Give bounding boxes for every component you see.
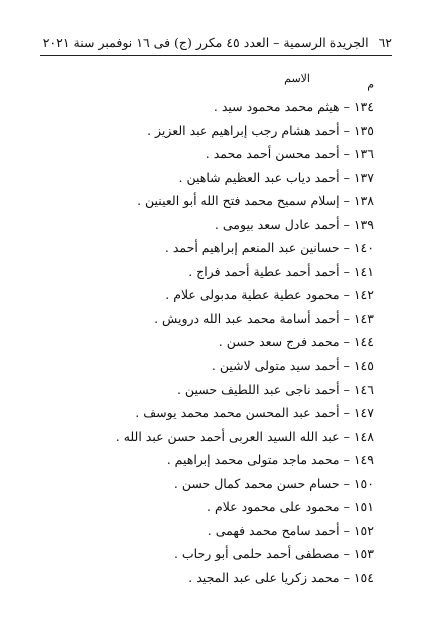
entry-name: محمود عطية عطية مدبولى علام .: [165, 287, 340, 303]
list-item: ١٤٩–محمد ماجد متولى محمد إبراهيم .: [40, 448, 374, 472]
entry-number: ١٣٧: [353, 169, 374, 185]
entry-name: محمد ماجد متولى محمد إبراهيم .: [166, 452, 340, 468]
list-item: ١٤٦–أحمد ناجى عبد اللطيف حسين .: [40, 378, 374, 402]
header-divider: [40, 55, 392, 56]
entry-name: حسانين عبد المنعم إبراهيم أحمد .: [164, 240, 340, 256]
list-item: ١٣٥–أحمد هشام رجب إبراهيم عبد العزيز .: [40, 119, 374, 143]
entry-number: ١٣٤: [353, 99, 374, 114]
list-item: ١٤٣–أحمد أسامة محمد عبد الله درويش .: [40, 307, 374, 331]
entry-name: محمد زكريا على عبد المجيد .: [188, 569, 340, 585]
entry-name: أحمد أحمد عطية أحمد فراج .: [188, 263, 340, 279]
entry-name: عبد الله السيد العربى أحمد حسن عبد الله .: [115, 428, 340, 444]
entry-name: حسام حسن محمد كمال حسن .: [173, 475, 340, 491]
list-item: ١٤٥–أحمد سيد متولى لاشين .: [40, 354, 374, 378]
entry-number: ١٥٢: [353, 522, 374, 538]
entry-number: ١٣٦: [353, 146, 374, 162]
entry-name: أحمد عبد المحسن محمد محمد يوسف .: [135, 405, 340, 421]
entry-name: أحمد محسن أحمد محمد .: [205, 146, 340, 162]
entry-name: أحمد سيد متولى لاشين .: [211, 358, 340, 374]
entry-name: إسلام سميح محمد فتح الله أبو العينين .: [137, 193, 340, 209]
list-item: ١٤٧–أحمد عبد المحسن محمد محمد يوسف .: [40, 401, 374, 425]
list-item: ١٤٠–حسانين عبد المنعم إبراهيم أحمد .: [40, 236, 374, 260]
list-item: ١٤٢–محمود عطية عطية مدبولى علام .: [40, 283, 374, 307]
list-item: ١٥٢–أحمد سامح محمد فهمى .: [40, 519, 374, 543]
entry-name: أحمد هشام رجب إبراهيم عبد العزيز .: [147, 122, 340, 138]
entry-number: ١٤٤: [353, 334, 374, 350]
entry-number: ١٤٠: [353, 240, 374, 256]
entry-name: أحمد سامح محمد فهمى .: [207, 522, 340, 538]
entry-number: ١٣٥: [353, 122, 374, 138]
entry-name: مصطفى أحمد حلمى أبو رحاب .: [173, 546, 340, 562]
gazette-title: الجريدة الرسمية – العدد ٤٥ مكرر (ج) فى ١٦ نوفمبر سنة ٢٠٢١: [42, 34, 369, 50]
list-item: ١٤١–أحمد أحمد عطية أحمد فراج .: [40, 260, 374, 284]
entry-number: ١٤٦: [353, 381, 374, 397]
list-item: ١٣٨–إسلام سميح محمد فتح الله أبو العينين .: [40, 189, 374, 213]
column-headings: [272, 72, 392, 91]
entry-name: محمد فرج سعد حسن .: [218, 334, 340, 350]
list-item: ١٣٩–أحمد عادل سعد بيومى .: [40, 213, 374, 237]
entry-number: ١٥٤: [353, 569, 374, 585]
page-number: ٦٢: [378, 34, 392, 50]
entry-name: أحمد أسامة محمد عبد الله درويش .: [154, 310, 340, 326]
entry-number: ١٤٧: [353, 405, 374, 421]
entry-name: محمود على محمود علام .: [207, 499, 340, 515]
list-item: ١٥٤–محمد زكريا على عبد المجيد .: [40, 566, 374, 590]
list-item: ١٥١–محمود على محمود علام .: [40, 495, 374, 519]
index-column-label: م: [367, 78, 374, 91]
list-item: ١٣٧–أحمد دياب عبد العظيم شاهين .: [40, 166, 374, 190]
entry-number: ١٥١: [353, 499, 374, 515]
entry-number: ١٣٨: [353, 193, 374, 209]
entry-number: ١٤٩: [353, 452, 374, 468]
entry-number: ١٣٩: [353, 216, 374, 232]
entry-number: ١٥٣: [353, 546, 374, 562]
page-header: [40, 32, 392, 52]
list-item: ١٣٦–أحمد محسن أحمد محمد .: [40, 142, 374, 166]
entry-name: أحمد عادل سعد بيومى .: [214, 216, 340, 232]
entry-name: هيثم محمد محمود سيد .: [213, 99, 340, 114]
entry-number: ١٥٠: [353, 475, 374, 491]
list-item: ١٥٠–حسام حسن محمد كمال حسن .: [40, 472, 374, 496]
list-item: ١٣٤–هيثم محمد محمود سيد .: [40, 95, 374, 119]
list-item: ١٤٨–عبد الله السيد العربى أحمد حسن عبد الله .: [40, 425, 374, 449]
name-column-label: الاسم: [284, 72, 310, 85]
entry-number: ١٤٨: [353, 428, 374, 444]
list-item: ١٤٤–محمد فرج سعد حسن .: [40, 330, 374, 354]
entry-number: ١٤٣: [353, 310, 374, 326]
entry-number: ١٤١: [353, 263, 374, 279]
names-list: [40, 95, 374, 589]
entry-number: ١٤٥: [353, 358, 374, 374]
entry-name: أحمد ناجى عبد اللطيف حسين .: [176, 381, 340, 397]
entry-number: ١٤٢: [353, 287, 374, 303]
list-item: ١٥٣–مصطفى أحمد حلمى أبو رحاب .: [40, 542, 374, 566]
entry-name: أحمد دياب عبد العظيم شاهين .: [178, 169, 340, 185]
